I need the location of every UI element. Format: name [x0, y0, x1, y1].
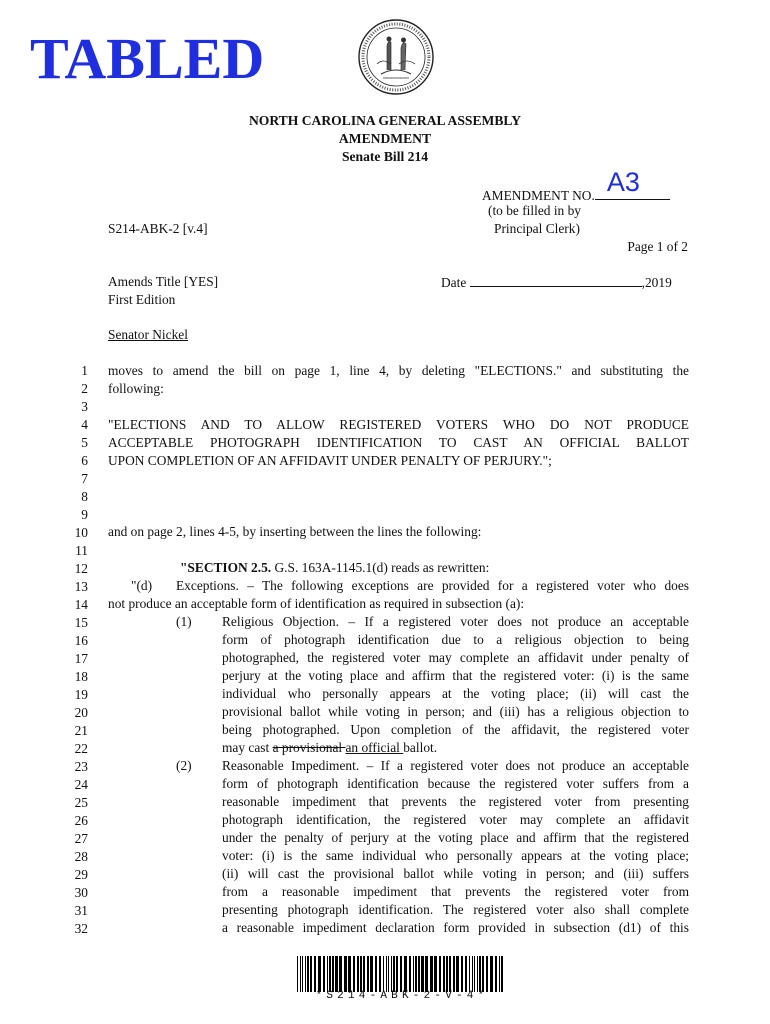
- state-seal-icon: [357, 18, 435, 96]
- barcode-bar: [388, 956, 389, 992]
- text-line-5: ACCEPTABLE PHOTOGRAPH IDENTIFICATION TO CAST AN OFFICIAL BALLOT: [108, 435, 689, 450]
- barcode-bar: [363, 956, 365, 992]
- barcode-bar: [418, 956, 420, 992]
- line-number: 26: [74, 813, 88, 828]
- barcode-bar: [339, 956, 342, 992]
- subsection-d-label: "(d): [131, 578, 153, 593]
- line-number: 10: [74, 525, 88, 540]
- clerk-note-2: Principal Clerk): [494, 221, 580, 236]
- barcode-bar: [482, 956, 484, 992]
- barcode-text: *S214-ABK-2-V-4*: [315, 990, 489, 1002]
- line-number: 21: [74, 723, 88, 738]
- text-line-18: perjury at the voting place and affirm that the registered voter: (i) is the same: [222, 668, 689, 683]
- line-number: 20: [74, 705, 88, 720]
- page-indicator: Page 1 of 2: [627, 239, 688, 254]
- barcode-bar: [461, 956, 463, 992]
- date-label: Date: [441, 275, 467, 290]
- text-line-29: (ii) will cast the provisional ballot while voting in person; and (iii) suffers: [222, 866, 689, 881]
- barcode-bar: [379, 956, 381, 992]
- bill-code: S214-ABK-2 [v.4]: [108, 221, 208, 236]
- barcode-bar: [479, 956, 481, 992]
- line-22-start: may cast: [222, 740, 273, 755]
- text-line-4: "ELECTIONS AND TO ALLOW REGISTERED VOTERS WHO DO NOT PRODUCE: [108, 417, 689, 432]
- amends-title: Amends Title [YES]: [108, 274, 219, 289]
- line-number: 13: [74, 579, 88, 594]
- line-number: 5: [81, 435, 88, 450]
- line-number: 9: [81, 507, 88, 522]
- barcode-bar: [300, 956, 301, 992]
- barcode-bar: [415, 956, 417, 992]
- line-number: 17: [74, 651, 88, 666]
- barcode-bar: [302, 956, 303, 992]
- text-line-6: UPON COMPLETION OF AN AFFIDAVIT UNDER PENALTY OF PERJURY.";: [108, 453, 552, 468]
- date-year: ,2019: [641, 275, 672, 290]
- barcode-icon: [297, 956, 505, 992]
- amendment-number-label: AMENDMENT NO.: [482, 188, 595, 203]
- barcode-bar: [439, 956, 441, 992]
- deleted-text: a provisional: [272, 740, 346, 755]
- inserted-text: an official: [345, 740, 404, 755]
- amendment-number-block: [482, 167, 688, 204]
- barcode-bar: [329, 956, 331, 992]
- barcode-bar: [396, 956, 398, 992]
- section-rest: G.S. 163A-1145.1(d) reads as rewritten:: [271, 560, 490, 575]
- item-1-number: (1): [176, 614, 192, 629]
- barcode-bar: [357, 956, 359, 992]
- barcode-bar: [307, 956, 309, 992]
- text-line-15: Religious Objection. – If a registered voter does not produce an acceptable: [222, 614, 689, 629]
- barcode-bar: [443, 956, 445, 992]
- barcode-bar: [430, 956, 433, 992]
- barcode-bar: [404, 956, 407, 992]
- barcode-bar: [495, 956, 497, 992]
- sponsor: Senator Nickel: [108, 327, 188, 342]
- line-number: 28: [74, 849, 88, 864]
- barcode-bar: [344, 956, 347, 992]
- barcode-bar: [477, 956, 478, 992]
- barcode-bar: [400, 956, 402, 992]
- barcode-bar: [348, 956, 351, 992]
- text-line-19: individual who personally appears at the voting place; (ii) will cast the: [222, 686, 689, 701]
- line-number: 6: [81, 453, 88, 468]
- barcode-bar: [383, 956, 384, 992]
- text-line-16: form of photograph identification due to a religious objection to being: [222, 632, 689, 647]
- text-line-32: a reasonable impediment declaration form provided in subsection (d1) of this: [222, 920, 689, 935]
- barcode-bar: [474, 956, 475, 992]
- barcode-bar: [323, 956, 325, 992]
- barcode-bar: [335, 956, 338, 992]
- line-number: 11: [75, 543, 88, 558]
- barcode-bar: [446, 956, 448, 992]
- barcode-bar: [297, 956, 298, 992]
- line-number: 2: [81, 381, 88, 396]
- amendment-heading: AMENDMENT: [338, 131, 432, 146]
- barcode-bar: [472, 956, 473, 992]
- text-line-22: [222, 740, 689, 756]
- date-blank: [470, 274, 642, 287]
- bill-heading: Senate Bill 214: [341, 149, 429, 164]
- clerk-note-1: (to be filled in by: [488, 203, 581, 218]
- text-line-25: reasonable impediment that prevents the registered voter from presenting: [222, 794, 689, 809]
- barcode-bar: [486, 956, 488, 992]
- line-number: 4: [81, 417, 88, 432]
- section-label: "SECTION 2.5.: [180, 560, 272, 575]
- barcode-bar: [421, 956, 424, 992]
- barcode-bar: [393, 956, 395, 992]
- text-line-17: photographed, the registered voter may complete an affidavit under penalty of: [222, 650, 689, 665]
- edition: First Edition: [108, 292, 176, 307]
- barcode-bar: [391, 956, 392, 992]
- line-number: 19: [74, 687, 88, 702]
- line-number: 18: [74, 669, 88, 684]
- barcode-bar: [310, 956, 312, 992]
- text-line-23: Reasonable Impediment. – If a registered voter does not produce an acceptable: [222, 758, 689, 773]
- barcode-bar: [409, 956, 411, 992]
- line-number: 29: [74, 867, 88, 882]
- barcode-bar: [469, 956, 470, 992]
- text-line-14: not produce an acceptable form of identification as required in subsection (a):: [108, 596, 525, 611]
- line-number: 14: [74, 597, 88, 612]
- line-number: 7: [81, 471, 88, 486]
- barcode-bar: [413, 956, 414, 992]
- line-number: 1: [81, 363, 88, 378]
- line-number: 16: [74, 633, 88, 648]
- text-line-1: moves to amend the bill on page 1, line 4, by deleting "ELECTIONS." and substituting the: [108, 363, 689, 378]
- line-22-end: ballot.: [403, 740, 438, 755]
- line-number: 24: [74, 777, 88, 792]
- barcode-bar: [490, 956, 493, 992]
- barcode-bar: [360, 956, 362, 992]
- text-line-30: from a reasonable impediment that prevents the registered voter from: [222, 884, 689, 899]
- amendment-number: A3: [606, 167, 640, 197]
- barcode-bar: [465, 956, 467, 992]
- text-line-10: and on page 2, lines 4-5, by inserting between the lines the following:: [108, 524, 482, 539]
- text-line-21: being photographed. Upon completion of the affidavit, the registered voter: [222, 722, 689, 737]
- text-line-13: Exceptions. – The following exceptions are provided for a registered voter who does: [176, 578, 689, 593]
- line-number: 22: [74, 741, 88, 756]
- text-line-20: provisional ballot while voting in person; and (iii) has a religious objection to: [222, 704, 689, 719]
- barcode-bar: [318, 956, 321, 992]
- line-number: 15: [74, 615, 88, 630]
- barcode-bar: [332, 956, 334, 992]
- barcode-bar: [386, 956, 387, 992]
- line-number: 12: [74, 561, 88, 576]
- barcode-bar: [501, 956, 503, 992]
- barcode-bar: [425, 956, 428, 992]
- assembly-heading: NORTH CAROLINA GENERAL ASSEMBLY: [248, 113, 522, 128]
- barcode-bar: [305, 956, 306, 992]
- barcode-bar: [370, 956, 373, 992]
- barcode-bar: [314, 956, 316, 992]
- text-line-12: [180, 560, 761, 576]
- line-number: 30: [74, 885, 88, 900]
- item-2-number: (2): [176, 758, 192, 773]
- barcode-bar: [327, 956, 328, 992]
- line-number: 3: [81, 399, 88, 414]
- text-line-28: voter: (i) is the same individual who personally appears at the voting place;: [222, 848, 689, 863]
- line-number: 31: [74, 903, 88, 918]
- date-field: [441, 274, 689, 291]
- barcode-bar: [453, 956, 455, 992]
- text-line-24: form of photograph identification because the registered voter suffers from a: [222, 776, 689, 791]
- barcode-bar: [456, 956, 459, 992]
- line-number: 27: [74, 831, 88, 846]
- barcode-bar: [449, 956, 451, 992]
- barcode-bar: [434, 956, 437, 992]
- text-line-27: under the penalty of perjury at the voting place and affirm that the registered: [222, 830, 689, 845]
- text-line-31: presenting photograph identification. The registered voter also shall complete: [222, 902, 689, 917]
- barcode-bar: [375, 956, 377, 992]
- line-number: 8: [81, 489, 88, 504]
- line-number: 23: [74, 759, 88, 774]
- text-line-26: photograph identification, the registered voter may complete an affidavit: [222, 812, 689, 827]
- line-number: 25: [74, 795, 88, 810]
- barcode-bar: [499, 956, 500, 992]
- text-line-2: following:: [108, 381, 164, 396]
- line-number: 32: [74, 921, 88, 936]
- tabled-stamp: TABLED: [30, 26, 265, 91]
- barcode-bar: [353, 956, 355, 992]
- barcode-bar: [367, 956, 369, 992]
